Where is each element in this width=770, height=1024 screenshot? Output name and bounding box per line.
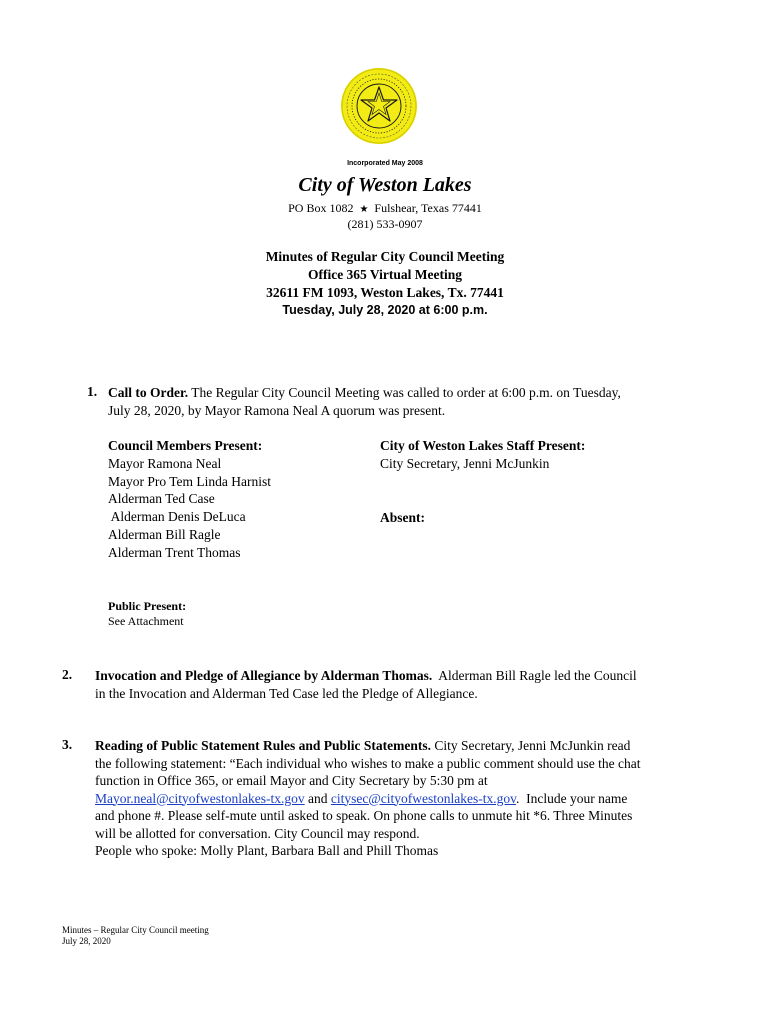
item-3-line5: and phone #. Please self-mute until asked to speak. On phone calls to unmute hit *6. Three Minutes [95,808,633,823]
city-state-zip: Fulshear, Texas 77441 [374,201,482,215]
item-2-line1: Alderman Bill Ragle led the Council [438,668,637,683]
absent-heading: Absent: [380,510,426,525]
item-3-text [95,737,745,860]
public-text: See Attachment [108,614,184,628]
list-item: Alderman Trent Thomas [108,544,241,560]
list-item: Alderman Denis DeLuca [108,509,246,525]
absent-section [380,509,425,527]
list-item: City Secretary, Jenni McJunkin [380,455,550,471]
list-item: Alderman Bill Ragle [108,526,221,542]
item-3-line2: the following statement: “Each individual who wishes to make a public comment should use the chat [95,755,641,771]
meeting-address: 32611 FM 1093, Weston Lakes, Tx. 77441 [266,285,504,300]
item-3-heading: Reading of Public Statement Rules and Public Statements. [95,738,432,753]
item-3-line6: will be allotted for conversation. City Council may respond. [95,825,420,841]
item-3-line7: People who spoke: Molly Plant, Barbara Ball and Phill Thomas [95,843,439,858]
staff-list [380,437,585,473]
citysec-email-link[interactable]: citysec@cityofwestonlakes-tx.gov [330,790,517,806]
item-1-number: 1. [87,384,98,399]
po-box: PO Box 1082 [288,201,354,215]
seal-star-icon [339,66,419,146]
item-1-line2: July 28, 2020, by Mayor Ramona Neal A quorum was present. [108,402,446,418]
public-heading: Public Present: [108,599,187,613]
phone-number: (281) 533-0907 [347,217,423,231]
item-3-line3: function in Office 365, or email Mayor and City Secretary by 5:30 pm at [95,773,488,788]
page-footer [62,925,209,947]
meeting-title: Minutes of Regular City Council Meeting [265,249,505,264]
and-text: and [308,790,328,806]
item-1-text [108,384,728,419]
star-separator-icon: ★ [359,204,369,215]
list-item: Mayor Pro Tem Linda Harnist [108,473,272,489]
address-line [0,201,770,216]
city-seal [339,66,419,146]
item-2-line2: in the Invocation and Alderman Ted Case led the Pledge of Allegiance. [95,685,478,701]
item-1-heading: Call to Order. [108,385,189,400]
mayor-email-link[interactable]: Mayor.neal@cityofwestonlakes-tx.gov [95,790,305,806]
list-item: Mayor Ramona Neal [108,455,222,471]
council-members-list [108,437,271,562]
meeting-venue: Office 365 Virtual Meeting [307,267,463,282]
item-2-number: 2. [62,667,73,682]
city-name: City of Weston Lakes [298,174,472,196]
meeting-date: Tuesday, July 28, 2020 at 6:00 p.m. [282,303,488,317]
list-item: Alderman Ted Case [108,491,215,507]
incorporated-date: Incorporated May 2008 [347,160,423,167]
footer-title: Minutes – Regular City Council meeting [62,925,209,935]
footer-date: July 28, 2020 [62,936,111,946]
item-3-number: 3. [62,737,73,752]
item-2-heading: Invocation and Pledge of Allegiance by Alderman Thomas. [95,668,433,683]
item-1-line1: The Regular City Council Meeting was called to order at 6:00 p.m. on Tuesday, [191,385,621,400]
public-present-section [108,599,186,629]
item-2-text [95,667,735,702]
item-3-line1: City Secretary, Jenni McJunkin read [434,738,631,753]
item-3-line4: . Include your name [516,790,628,806]
staff-heading: City of Weston Lakes Staff Present: [380,438,586,453]
council-heading: Council Members Present: [108,438,263,453]
